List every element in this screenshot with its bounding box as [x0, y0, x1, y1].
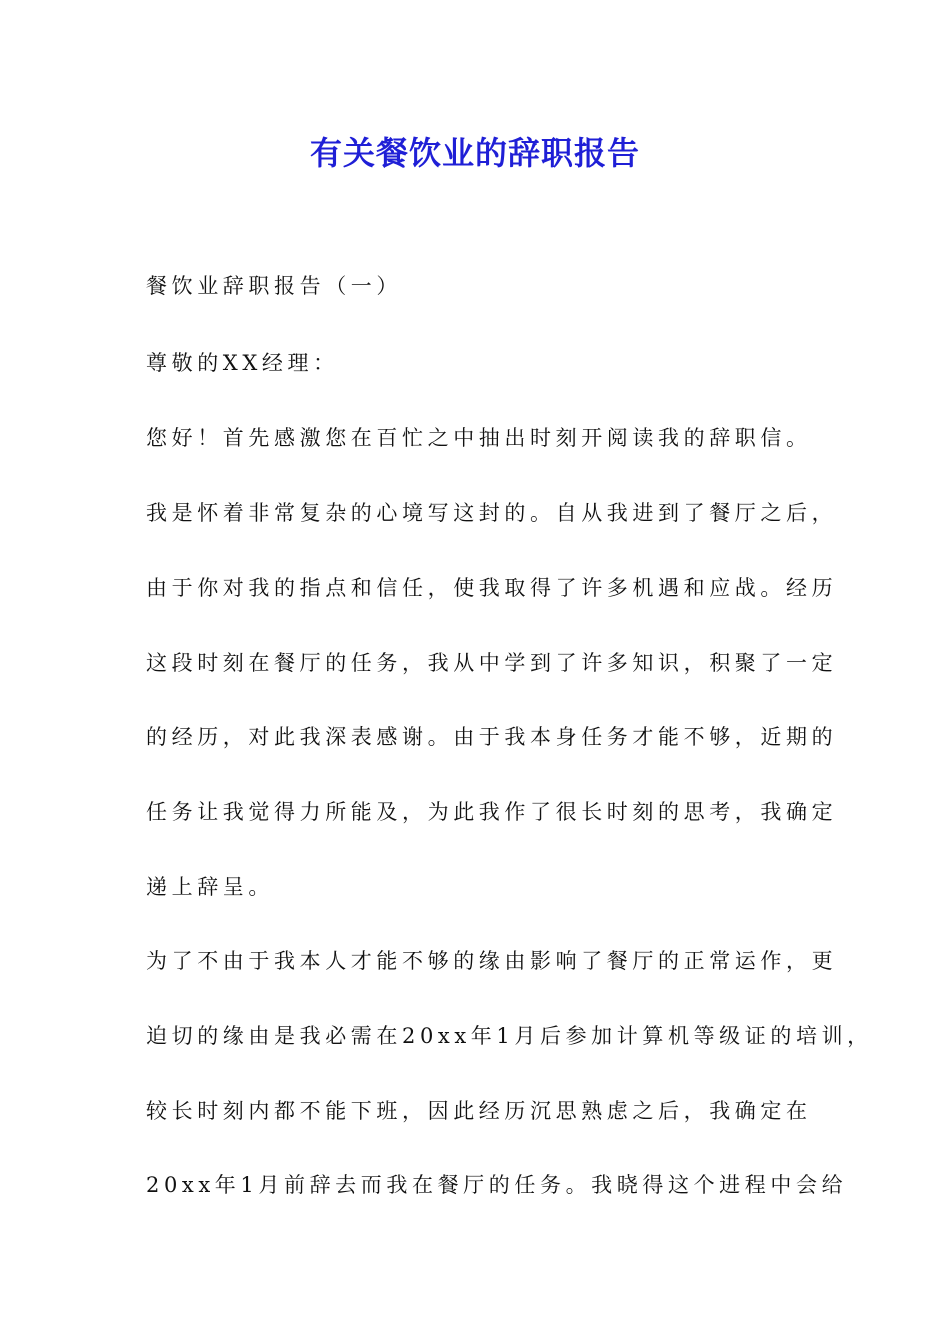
paragraph-line: 较长时刻内都不能下班，因此经历沉思熟虑之后，我确定在 [146, 1099, 812, 1123]
paragraph-line: 为了不由于我本人才能不够的缘由影响了餐厅的正常运作，更 [146, 949, 838, 973]
paragraph-line: 的经历，对此我深表感谢。由于我本身任务才能不够，近期的 [146, 725, 838, 749]
section-heading: 餐饮业辞职报告（一） [146, 274, 402, 298]
document-title: 有关餐饮业的辞职报告 [309, 134, 640, 172]
paragraph-line: 您好！首先感激您在百忙之中抽出时刻开阅读我的辞职信。 [146, 426, 812, 450]
paragraph-line: 这段时刻在餐厅的任务，我从中学到了许多知识，积聚了一定 [146, 651, 838, 675]
paragraph-line: 由于你对我的指点和信任，使我取得了许多机遇和应战。经历 [146, 576, 838, 600]
paragraph-line: 我是怀着非常复杂的心境写这封的。自从我进到了餐厅之后， [146, 501, 838, 525]
paragraph-line: 递上辞呈。 [146, 875, 274, 899]
paragraph-line: 20xx年1月前辞去而我在餐厅的任务。我晓得这个进程中会给 [146, 1173, 848, 1197]
salutation: 尊敬的XX经理： [146, 351, 339, 375]
paragraph-line: 迫切的缘由是我必需在20xx年1月后参加计算机等级证的培训， [146, 1024, 873, 1048]
paragraph-line: 任务让我觉得力所能及，为此我作了很长时刻的思考，我确定 [146, 800, 838, 824]
